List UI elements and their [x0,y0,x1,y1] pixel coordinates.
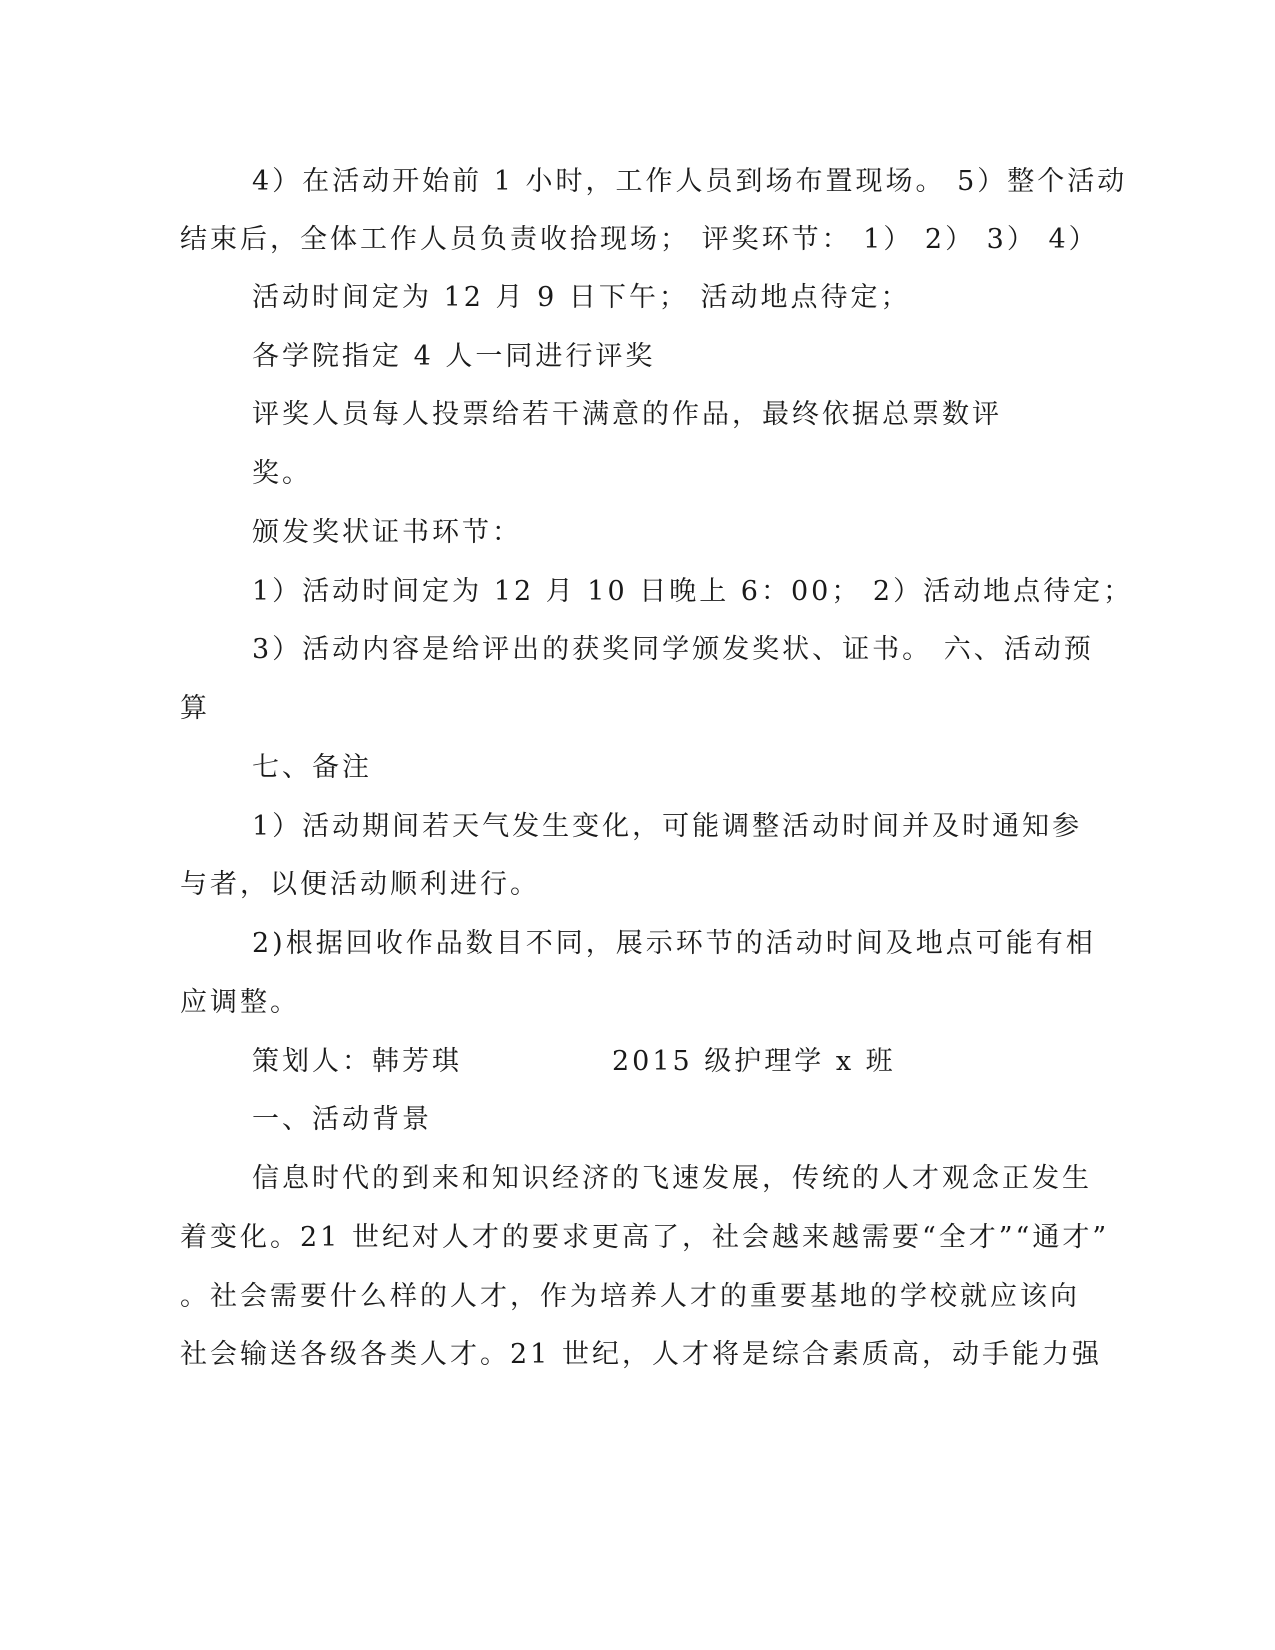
paragraph-line: 奖。 [252,458,312,489]
paragraph-line: 2)根据回收作品数目不同，展示环节的活动时间及地点可能有相 [252,928,1096,959]
paragraph-line: 信息时代的到来和知识经济的飞速发展，传统的人才观念正发生 [252,1163,1092,1194]
planner-class: 2015 级护理学 x 班 [612,1046,896,1077]
paragraph-line: 3）活动内容是给评出的获奖同学颁发奖状、证书。 六、活动预 [252,634,1094,665]
paragraph-line: 活动时间定为 12 月 9 日下午； 活动地点待定； [252,282,911,313]
paragraph-line: 1）活动时间定为 12 月 10 日晚上 6：00； 2）活动地点待定； [252,576,1134,607]
paragraph-line: 。社会需要什么样的人才，作为培养人才的重要基地的学校就应该向 [180,1281,1080,1312]
paragraph-line: 评奖人员每人投票给若干满意的作品，最终依据总票数评 [252,399,1002,430]
paragraph-line: 颁发奖状证书环节： [252,517,522,548]
paragraph-line: 与者，以便活动顺利进行。 [180,869,540,900]
paragraph-line: 社会输送各级各类人才。21 世纪，人才将是综合素质高，动手能力强 [180,1339,1102,1370]
paragraph-line: 着变化。21 世纪对人才的要求更高了，社会越来越需要“全才”“通才” [180,1222,1110,1253]
planner-name: 策划人：韩芳琪 [252,1046,462,1077]
planner-line [252,1045,896,1079]
paragraph-line: 结束后，全体工作人员负责收拾现场； 评奖环节： 1） 2） 3） 4） [180,224,1099,255]
paragraph-line: 4）在活动开始前 1 小时，工作人员到场布置现场。 5）整个活动 [252,166,1128,197]
paragraph-line: 各学院指定 4 人一同进行评奖 [252,341,656,372]
section-heading: 一、活动背景 [252,1104,432,1135]
paragraph-line: 应调整。 [180,987,300,1018]
paragraph-line: 算 [180,693,210,724]
section-heading: 七、备注 [252,752,372,783]
paragraph-line: 1）活动期间若天气发生变化，可能调整活动时间并及时通知参 [252,811,1083,842]
